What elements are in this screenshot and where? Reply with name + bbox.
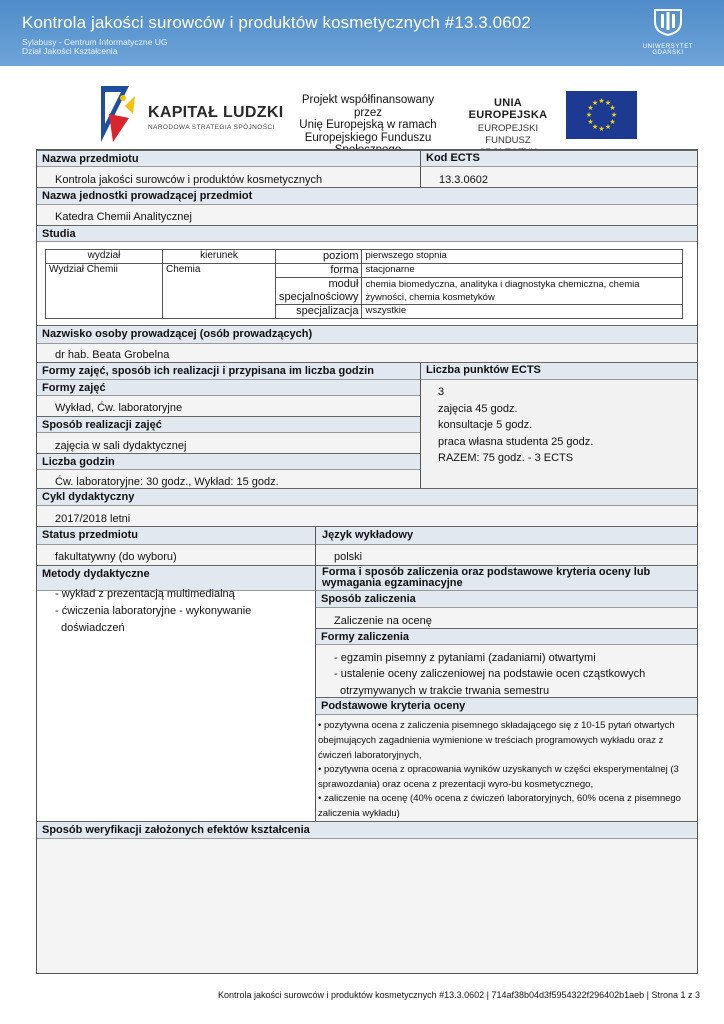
svg-text:★: ★ <box>598 97 605 105</box>
svg-text:★: ★ <box>585 111 593 119</box>
row-jednostka-header <box>37 187 697 205</box>
project-line-3: Europejskiego Funduszu <box>304 131 432 144</box>
svg-text:★: ★ <box>587 118 594 126</box>
studia-value-kierunek: Chemia <box>163 264 276 319</box>
svg-text:★: ★ <box>609 118 616 126</box>
label-nazwa-przedmiotu: Nazwa przedmiotu <box>42 153 139 165</box>
row-kryteria-header <box>316 697 697 715</box>
ug-logo <box>628 6 708 56</box>
ects-line-1: 3 <box>438 386 445 398</box>
label-punkty-ects: Liczba punktów ECTS <box>426 364 541 376</box>
row-weryfikacja-value <box>37 839 697 973</box>
ects-panel <box>421 380 697 488</box>
kryteria-line-1: • pozytywna ocena z zaliczenia pisemnego składającego się z 10-15 pytań otwartych <box>318 720 675 731</box>
formy-zal-item-2-text: ustalenie oceny zaliczeniowej na podstawie ocen cząstkowych <box>340 668 646 680</box>
label-prowadzacy: Nazwisko osoby prowadzącej (osób prowadzących) <box>42 328 313 340</box>
studia-table <box>45 249 683 319</box>
page-header <box>0 0 724 66</box>
ue-name: UNIA EUROPEJSKA <box>468 97 548 121</box>
ects-line-2: zajęcia 45 godz. <box>438 403 518 415</box>
studia-head-wydzial: wydział <box>46 250 163 264</box>
svg-text:★: ★ <box>591 99 599 107</box>
ug-name: UNIWERSYTET GDAŃSKI <box>642 44 694 56</box>
kryteria-line-2: obejmujących zagadnienia wymienione w treściach programowych wykładu oraz z <box>318 735 664 746</box>
label-kryteria: Podstawowe kryteria oceny <box>321 700 466 712</box>
studia-label-modul-2: specjalnościowy <box>279 291 359 303</box>
label-metody: Metody dydaktyczne <box>42 568 150 580</box>
kl-name: KAPITAŁ LUDZKI <box>148 104 284 121</box>
value-jezyk: polski <box>334 551 363 563</box>
label-studia: Studia <box>42 228 76 240</box>
svg-text:★: ★ <box>591 123 599 131</box>
svg-text:★: ★ <box>604 99 612 107</box>
label-weryfikacja: Sposób weryfikacji założonych efektów kształcenia <box>42 824 310 836</box>
row-studia-header <box>37 225 697 242</box>
eu-flag-icon <box>566 91 637 139</box>
divider <box>420 362 421 488</box>
metody-item-1-text: wykład z prezentacją multimedialną <box>61 588 235 600</box>
project-note <box>288 94 448 157</box>
kryteria-line-6: • zaliczenie na ocenę (40% ocena z ćwiczeń laboratoryjnych, 60% ocena z pisemnego <box>318 793 681 804</box>
row-formy-zajec-header <box>37 380 420 396</box>
row-cykl-value <box>37 506 697 526</box>
svg-text:★: ★ <box>598 125 605 133</box>
studia-value-modul-1: chemia biomedyczna, analityka i diagnostyka chemiczna, chemia <box>365 279 640 290</box>
row-liczba-godzin-header <box>37 453 420 470</box>
studia-label-poziom: poziom <box>276 250 362 264</box>
svg-text:★: ★ <box>587 104 594 112</box>
kl-sub: NARODOWA STRATEGIA SPÓJNOŚCI <box>148 124 275 131</box>
label-jezyk: Język wykładowy <box>322 529 414 541</box>
value-kod-ects: 13.3.0602 <box>439 174 488 186</box>
ue-sub-line2: FUNDUSZ <box>485 135 531 146</box>
row-nazwa-przedmiotu-header <box>37 150 697 167</box>
studia-head-kierunek: kierunek <box>163 250 276 264</box>
row-formy-header <box>37 362 697 380</box>
label-kod-ects: Kod ECTS <box>426 152 480 164</box>
studia-value-modul <box>362 278 683 305</box>
row-prowadzacy-header <box>37 325 697 344</box>
label-formy-zajec: Formy zajęć <box>42 382 106 394</box>
metody-item-1: - wykład z prezentacją multimedialną <box>55 588 235 600</box>
project-line-2: Unię Europejską w ramach <box>299 119 437 131</box>
label-formy-zal: Formy zaliczenia <box>321 631 410 643</box>
value-sposob-realizacji: zajęcia w sali dydaktycznej <box>55 440 187 452</box>
project-line-1: Projekt współfinansowany przez <box>301 94 435 119</box>
value-prowadzacy: dr hab. Beata Grobelna <box>55 349 170 361</box>
ue-sub-line1: EUROPEJSKI <box>477 123 539 134</box>
metody-item-3: doświadczeń <box>61 622 125 634</box>
studia-value-specjalizacja: wszystkie <box>362 305 683 319</box>
kryteria-line-7: zaliczenia wykładu) <box>318 808 400 819</box>
formy-zal-item-3: otrzymywanych w trakcie trwania semestru <box>340 685 550 697</box>
value-sposob-zal: Zaliczenie na ocenę <box>334 615 432 627</box>
value-nazwa-przedmiotu: Kontrola jakości surowców i produktów kosmetycznych <box>55 174 323 186</box>
label-jednostka: Nazwa jednostki prowadzącej przedmiot <box>42 190 253 202</box>
header-subtitle-line1: Sylabusy - Centrum Informatyczne UG <box>22 37 168 47</box>
label-forma-zaliczenia: Forma i sposób zaliczenia oraz podstawowe kryteria oceny lub wymagania egzaminacyjne <box>322 566 651 589</box>
metody-item-2: - ćwiczenia laboratoryjne - wykonywanie <box>55 605 252 617</box>
studia-label-forma: forma <box>276 264 362 278</box>
value-liczba-godzin: Ćw. laboratoryjne: 30 godz., Wykład: 15 godz. <box>55 476 279 488</box>
label-status: Status przedmiotu <box>42 529 138 541</box>
ects-line-5: RAZEM: 75 godz. - 3 ECTS <box>438 452 574 464</box>
label-sposob-realizacji: Sposób realizacji zajęć <box>42 419 162 431</box>
formy-zal-item-1-text: egzamin pisemny z pytaniami (zadaniami) otwartymi <box>340 652 596 664</box>
label-cykl: Cykl dydaktyczny <box>42 491 135 503</box>
studia-label-specjalizacja: specjalizacja <box>276 305 362 319</box>
page-title: Kontrola jakości surowców i produktów kosmetycznych #13.3.0602 <box>22 13 531 32</box>
ug-emblem-icon <box>651 6 685 36</box>
page-footer: Kontrola jakości surowców i produktów kosmetycznych #13.3.0602 | 714af38b04d3f5954322f296402b1aeb | Strona 1 z 3 <box>218 990 700 1000</box>
row-cykl-header <box>37 488 697 506</box>
value-formy-zajec: Wykład, Ćw. laboratoryjne <box>55 402 183 414</box>
header-subtitle <box>22 38 168 56</box>
svg-text:★: ★ <box>609 104 616 112</box>
studia-value-forma: stacjonarne <box>362 264 683 278</box>
formy-zal-item-2: - ustalenie oceny zaliczeniowej na podstawie ocen cząstkowych <box>334 668 646 680</box>
kryteria-line-5: sprawozdania) oraz ocena z prezentacji wyro-bu kosmetycznego, <box>318 779 594 790</box>
value-status: fakultatywny (do wyboru) <box>55 551 177 563</box>
label-sposob-zal: Sposób zaliczenia <box>321 593 416 605</box>
studia-value-modul-2: żywności, chemia kosmetyków <box>365 292 495 303</box>
row-weryfikacja-header <box>37 821 697 839</box>
kryteria-line-3: ćwiczeń laboratoryjnych, <box>318 750 422 761</box>
divider <box>420 150 421 187</box>
svg-text:★: ★ <box>610 111 618 119</box>
studia-value-poziom: pierwszego stopnia <box>362 250 683 264</box>
label-formy: Formy zajęć, sposób ich realizacji i przypisana im liczba godzin <box>42 365 374 377</box>
kryteria-line-4: • pozytywna ocena z opracowania wyników uzyskanych w części eksperymentalnej (3 <box>318 764 679 775</box>
formy-zal-item-1: - egzamin pisemny z pytaniami (zadaniami) otwartymi <box>334 652 596 664</box>
kapital-ludzki-icon <box>99 84 143 144</box>
studia-label-modul <box>276 278 362 305</box>
kapital-ludzki-text <box>148 104 283 131</box>
ects-line-3: konsultacje 5 godz. <box>438 419 533 431</box>
row-sposob-zal-header <box>316 591 697 608</box>
header-subtitle-line2: Dział Jakości Kształcenia <box>22 46 118 56</box>
svg-text:★: ★ <box>604 123 612 131</box>
ects-line-4: praca własna studenta 25 godz. <box>438 436 594 448</box>
studia-label-modul-1: moduł <box>328 278 359 290</box>
studia-value-wydzial: Wydział Chemii <box>46 264 163 319</box>
row-formy-zal-header <box>316 628 697 645</box>
row-sposob-realizacji-header <box>37 416 420 433</box>
value-jednostka: Katedra Chemii Analitycznej <box>55 211 192 223</box>
label-liczba-godzin: Liczba godzin <box>42 456 115 468</box>
value-cykl: 2017/2018 letni <box>55 513 131 525</box>
metody-item-2-text: ćwiczenia laboratoryjne - wykonywanie <box>61 605 252 617</box>
divider <box>315 526 316 565</box>
